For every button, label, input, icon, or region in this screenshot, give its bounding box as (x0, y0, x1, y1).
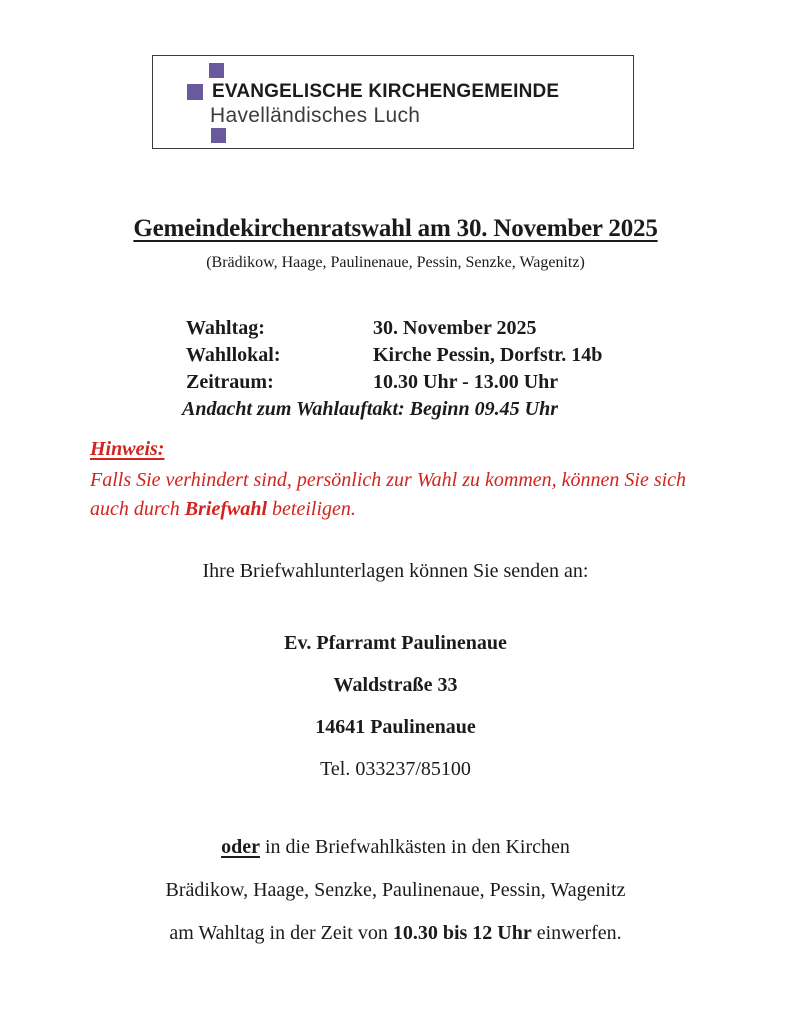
logo-org-region: Havelländisches Luch (210, 104, 421, 127)
election-details (182, 315, 603, 423)
logo-square-bottom-icon (211, 128, 226, 143)
notice-body (90, 466, 705, 524)
notice-heading: Hinweis: (90, 438, 165, 460)
logo-square-left-icon (187, 84, 203, 100)
detail-label: Wahltag: (186, 317, 265, 339)
detail-label: Wahllokal: (186, 344, 281, 366)
detail-value: 10.30 Uhr - 13.00 Uhr (373, 371, 559, 393)
postal-address (0, 622, 791, 790)
alt-line-1-rest: in die Briefwahlkästen in den Kirchen (259, 836, 570, 858)
address-line-3: 14641 Paulinenaue (315, 716, 476, 738)
page-title-text: Gemeindekirchenratswahl am 30. November 2025 (133, 215, 658, 242)
logo-org-name: EVANGELISCHE KIRCHENGEMEINDE (212, 81, 560, 102)
notice-body-bold: Briefwahl (184, 498, 268, 520)
church-logo (152, 55, 634, 149)
page-subtitle: (Brädikow, Haage, Paulinenaue, Pessin, Senzke, Wagenitz) (206, 254, 585, 271)
address-line-1: Ev. Pfarramt Paulinenaue (284, 632, 507, 654)
briefwahl-notice (90, 437, 705, 524)
notice-body-prefix: Falls Sie verhindert sind, persönlich zur Wahl zu kommen, können Sie sich auch durch (90, 469, 687, 520)
alt-line-2: Brädikow, Haage, Senzke, Paulinenaue, Pessin, Wagenitz (165, 879, 626, 901)
detail-value: 30. November 2025 (373, 317, 537, 339)
alt-line-3-prefix: am Wahltag in der Zeit von (169, 922, 393, 944)
detail-row-zeitraum (186, 369, 602, 396)
logo-square-top-icon (209, 63, 224, 78)
mail-intro: Ihre Briefwahlunterlagen können Sie senden an: (202, 560, 589, 582)
address-line-2: Waldstraße 33 (333, 674, 458, 696)
alt-line-1 (0, 826, 791, 869)
alt-line-3-suffix: einwerfen. (531, 922, 622, 944)
page-title (0, 215, 791, 243)
detail-label: Zeitraum: (186, 371, 274, 393)
detail-value: Kirche Pessin, Dorfstr. 14b (373, 344, 603, 366)
alt-line-3 (0, 912, 791, 955)
alt-oder: oder (221, 836, 260, 858)
detail-row-wahltag (186, 315, 602, 342)
notice-body-suffix: beteiligen. (267, 498, 356, 520)
alt-line-3-bold: 10.30 bis 12 Uhr (392, 922, 532, 944)
dropbox-alternative (0, 826, 791, 955)
detail-row-wahllokal (186, 342, 602, 369)
andacht-note: Andacht zum Wahlauftakt: Beginn 09.45 Uhr (182, 398, 559, 420)
phone-number: Tel. 033237/85100 (320, 758, 471, 780)
